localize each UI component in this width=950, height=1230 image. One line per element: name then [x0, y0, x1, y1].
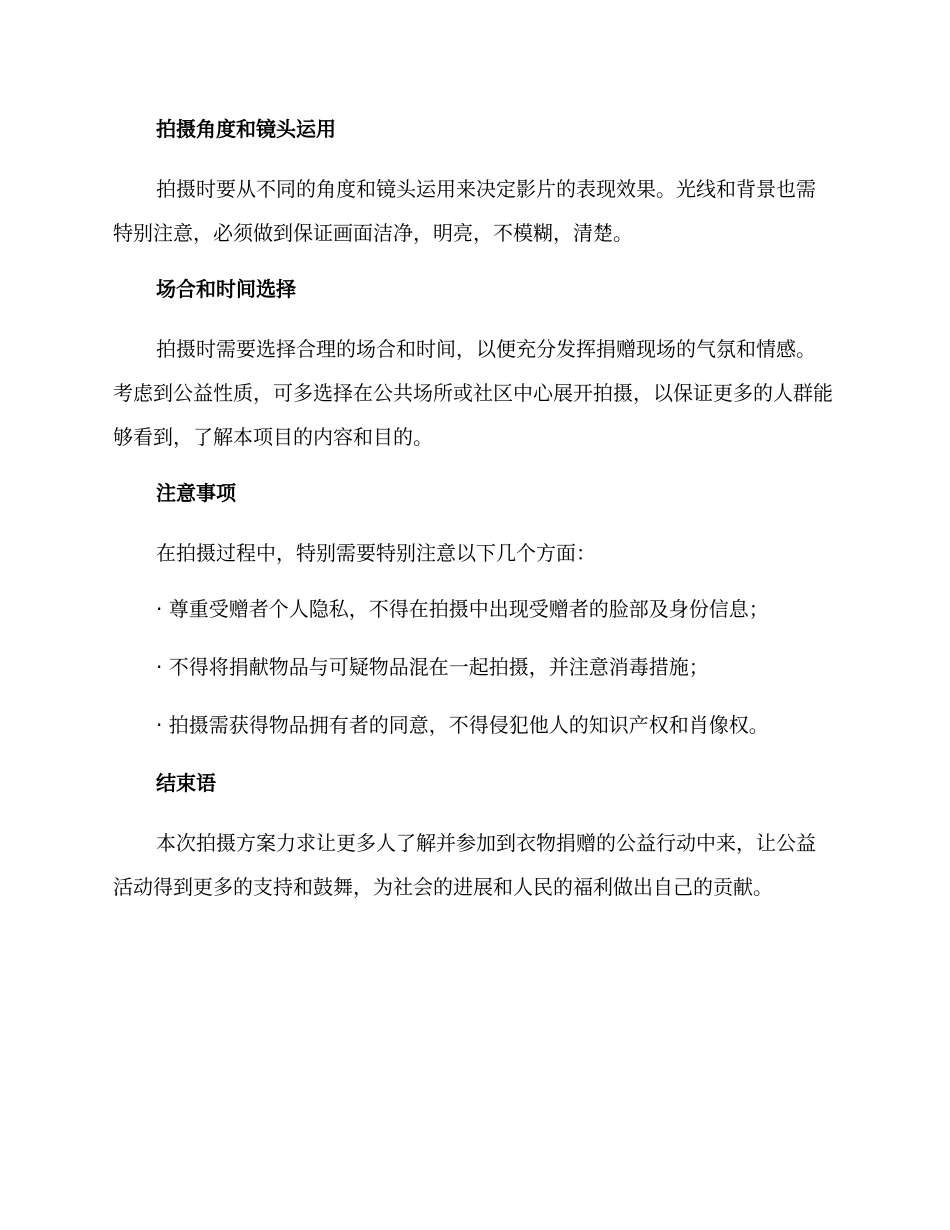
bullet-item-consent: · 拍摄需获得物品拥有者的同意，不得侵犯他人的知识产权和肖像权。: [156, 713, 769, 737]
document-page: [113, 110, 833, 924]
section-heading-camera-angles: 拍摄角度和镜头运用: [156, 117, 336, 141]
section-paragraph-conclusion: 本次拍摄方案力求让更多人了解并参加到衣物捐赠的公益行动中来，让公益活动得到更多的支持和鼓舞，为社会的进展和人民的福利做出自己的贡献。: [113, 831, 816, 899]
section-intro-notes: 在拍摄过程中，特别需要特别注意以下几个方面：: [156, 541, 596, 565]
section-heading-notes: 注意事项: [156, 481, 236, 505]
section-paragraph-camera-angles: 拍摄时要从不同的角度和镜头运用来决定影片的表现效果。光线和背景也需特别注意，必须做到保证画面洁净，明亮，不模糊，清楚。: [113, 177, 816, 245]
section-paragraph-venue-time: 拍摄时需要选择合理的场合和时间，以便充分发挥捐赠现场的气氛和情感。考虑到公益性质，可多选择在公共场所或社区中心展开拍摄，以保证更多的人群能够看到，了解本项目的内容和目的。: [113, 337, 833, 449]
bullet-item-privacy: · 尊重受赠者个人隐私，不得在拍摄中出现受赠者的脸部及身份信息；: [156, 597, 769, 621]
bullet-item-disinfection: · 不得将捐献物品与可疑物品混在一起拍摄，并注意消毒措施；: [156, 655, 709, 679]
section-heading-venue-time: 场合和时间选择: [156, 277, 296, 301]
section-heading-conclusion: 结束语: [156, 771, 216, 795]
